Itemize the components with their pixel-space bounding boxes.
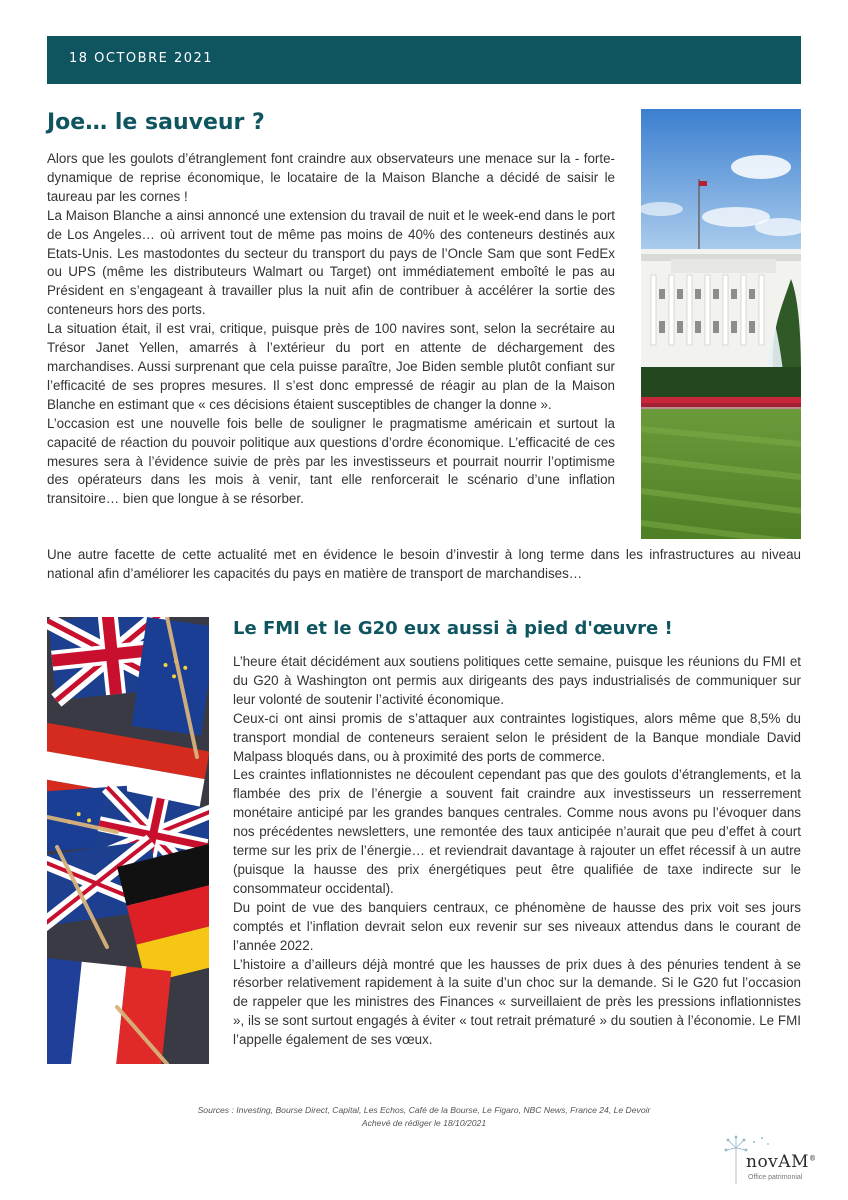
trademark-mark: ® bbox=[808, 1154, 817, 1163]
article2-body bbox=[233, 653, 801, 1050]
brand-tagline: Office patrimonial bbox=[748, 1174, 803, 1181]
article1-title: Joe… le sauveur ? bbox=[47, 110, 265, 135]
white-house-photo bbox=[641, 109, 801, 539]
article1-body bbox=[47, 150, 615, 509]
article1-paragraph: La situation était, il est vrai, critique, puisque près de 100 navires sont, selon la secrétaire au Trésor Janet Yellen, amarrés à l’extérieur du port en attente de déchargement des marchandises. Aussi surprenant que cela puisse paraître, Joe Biden semble plutôt confiant sur l’efficacité de ses propres mesures. Il s’est donc empressé de réagir au plan de la Maison Blanche en estimant que « ces décisions étaient susceptibles de changer la donne ». bbox=[47, 321, 615, 412]
article1-paragraph: La Maison Blanche a ainsi annoncé une extension du travail de nuit et le week-end dans le port de Los Angeles… où arrivent tout de même pas moins de 40% des conteneurs destinés aux Etats-Unis. Les mastodontes du secteur du transport du pays de l’Oncle Sam que sont FedEx ou UPS (même les distributeurs Walmart ou Target) ont immédiatement emboîté le pas au Président en s’engageant à travailler plus la nuit afin de contribuer à accélérer la sortie des conteneurs hors des ports. bbox=[47, 207, 615, 318]
written-date: Achevé de rédiger le 18/10/2021 bbox=[361, 1118, 487, 1128]
article2-paragraph: L’histoire a d’ailleurs déjà montré que les hausses de prix dues à des pénuries tendent à se résorber relativement rapidement à la suite d’un choc sur la demande. Si le G20 fut l’occasion de rappeler que les ministres des Finances « surveillaient de près les pressions inflationnistes », ils se sont surtout engagés à éviter « tout retrait prématuré » du soutien à l’économie. Le FMI l’appelle également de ses vœux. bbox=[233, 956, 801, 1048]
article1-closing bbox=[47, 546, 801, 584]
article2-paragraph: Les craintes inflationnistes ne découlent cependant pas que des goulots d’étranglements, et la flambée des prix de l’énergie a souvent fait craindre aux investisseurs un resserrement monétaire anticipé par les grandes banques centrales. Comme nous avons pu l’évoquer dans nos précédentes newsletters, une remontée des taux anticipée n’aurait que peu d’effet à court terme sur les prix de l’énergie… et reviendrait davantage à rajouter un effet récessif à un autre (puisque la hausse des prix énergétiques peut être qualifiée de taxe indirecte sur le consommateur occidental). bbox=[233, 767, 801, 896]
article2-title: Le FMI et le G20 eux aussi à pied d'œuvre ! bbox=[233, 618, 673, 639]
article2-paragraph: Ceux-ci ont ainsi promis de s’attaquer aux contraintes logistiques, alors même que 8,5% du transport mondial de conteneurs seraient selon le président de la Banque mondiale David Malpass bloqués dans, ou à proximité des ports de commerce. bbox=[233, 710, 801, 764]
flags-photo bbox=[47, 617, 209, 1064]
sources-footer bbox=[47, 1104, 801, 1130]
article2-paragraph: Du point de vue des banquiers centraux, ce phénomène de hausse des prix voit ses jours comptés et l’inflation devrait selon eux revenir sur ses niveaux attendus dans le courant de l’année 2022. bbox=[233, 899, 801, 953]
issue-date: 18 OCTOBRE 2021 bbox=[69, 51, 214, 66]
article1-paragraph: Alors que les goulots d’étranglement font craindre aux observateurs une menace sur la - forte- dynamique de reprise économique, le locataire de la Maison Blanche a décidé de saisir le taureau par les cornes ! bbox=[47, 151, 615, 204]
date-banner bbox=[47, 36, 801, 84]
article1-paragraph: L’occasion est une nouvelle fois belle de souligner le pragmatisme américain et surtout la capacité de réaction du pouvoir politique aux questions d’ordre économique. L’efficacité de ces mesures sera à l’évidence suivie de près par les investisseurs et pourrait nourrir l’optimisme des opérateurs dans les mois à venir, tant elle renforcerait le scénario d’une inflation transitoire… bien que longue à se résorber. bbox=[47, 415, 615, 507]
brand-name: novAM bbox=[746, 1152, 809, 1172]
article2-paragraph: L’heure était décidément aux soutiens politiques cette semaine, puisque les réunions du FMI et du G20 à Washington ont permis aux dirigeants des pays industrialisés de communiquer sur leur volonté de soutenir l’activité économique. bbox=[233, 654, 801, 707]
brand-logo bbox=[746, 1152, 816, 1172]
sources-list: Sources : Investing, Bourse Direct, Capital, Les Echos, Café de la Bourse, Le Figaro, NBC News, France 24, Le Devoir bbox=[197, 1105, 651, 1115]
article1-wide-paragraph: Une autre facette de cette actualité met en évidence le besoin d’investir à long terme dans les infrastructures au niveau national afin d’améliorer les capacités du pays en matière de transport de marchandises… bbox=[47, 547, 801, 581]
